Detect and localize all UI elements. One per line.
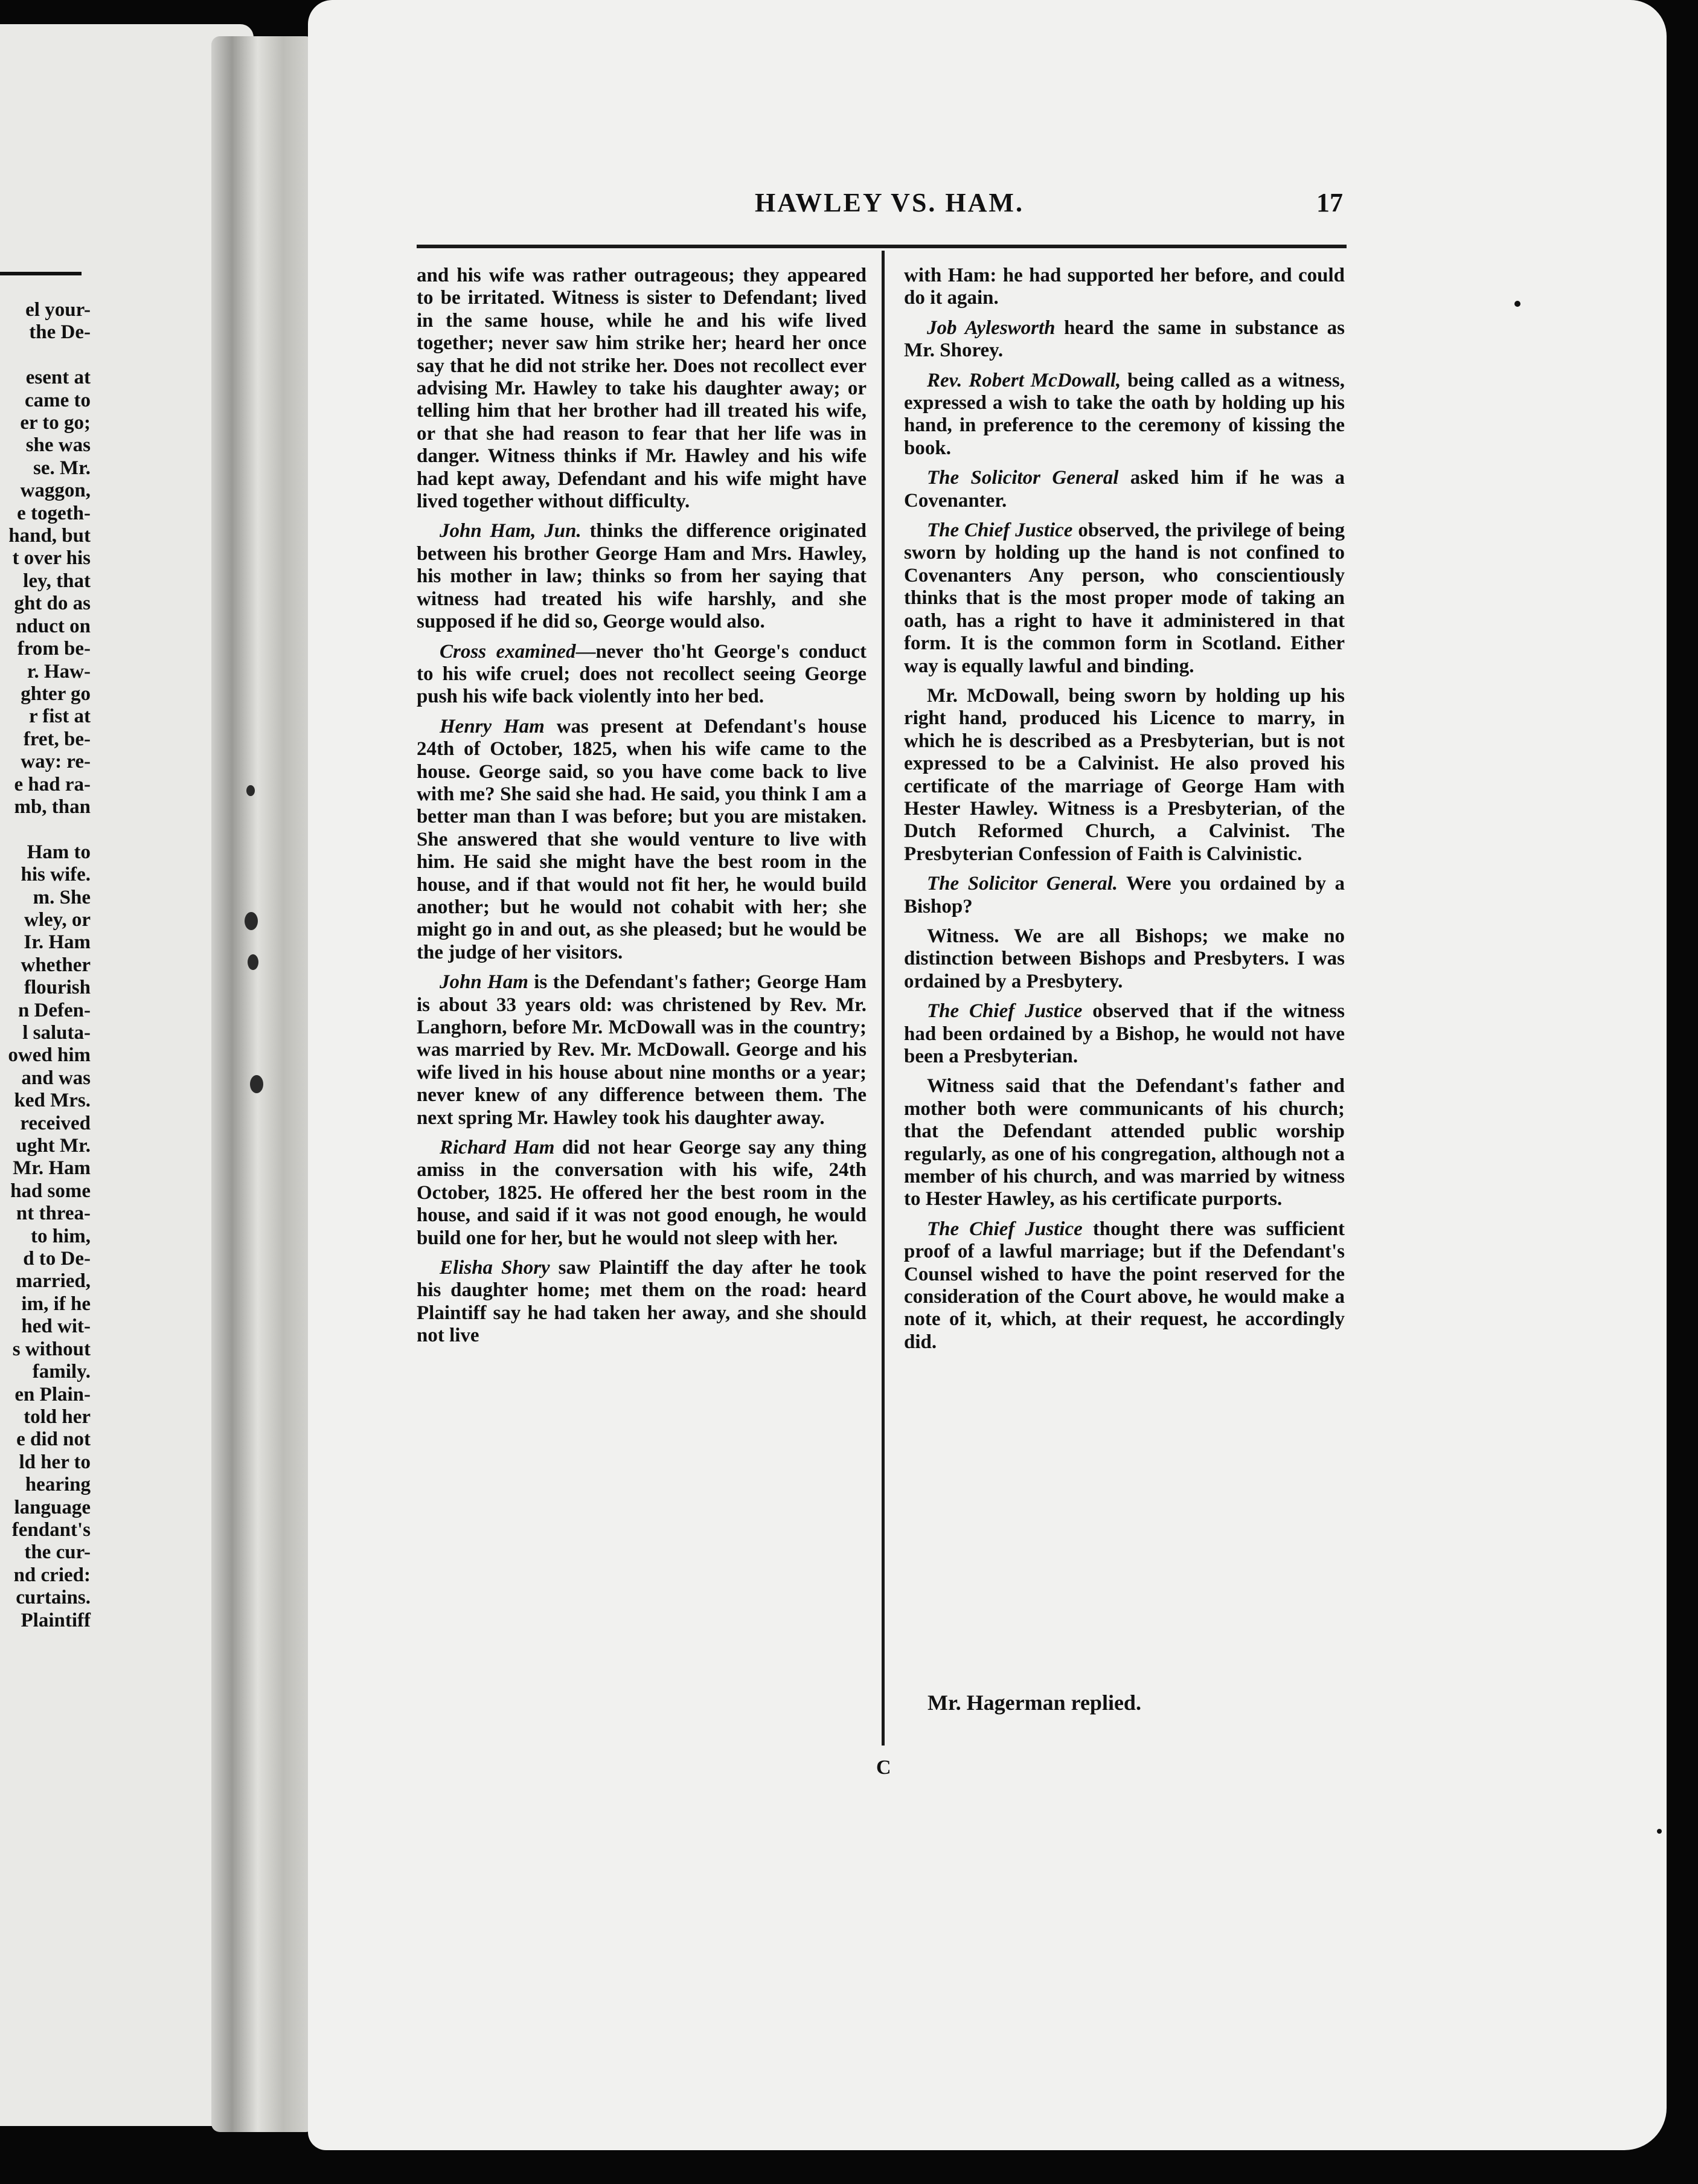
- paragraph: [417, 1137, 867, 1250]
- paragraph: [904, 317, 1345, 362]
- paragraph: [904, 1000, 1345, 1068]
- left-fragment-line: fendant's: [11, 1518, 91, 1541]
- paragraph-text: —never tho'ht George's conduct to his wife cruel; does not recollect seeing George push his wife back violently into her bed.: [417, 640, 867, 708]
- paragraph-text: Were you ordained by a Bishop?: [904, 873, 1345, 917]
- paragraph: [904, 467, 1345, 512]
- left-fragment-line: the cur-: [24, 1541, 91, 1564]
- speaker-name: Rev. Robert McDowall,: [927, 369, 1121, 391]
- left-fragment-line: mb, than: [14, 795, 91, 818]
- left-fragment-line: im, if he: [21, 1293, 91, 1315]
- speaker-name: The Solicitor General: [927, 467, 1119, 489]
- speaker-name: Cross examined: [440, 640, 576, 663]
- left-fragment-line: se. Mr.: [33, 457, 91, 479]
- left-fragment-line: d to De-: [23, 1248, 91, 1270]
- left-fragment-line: t over his: [12, 547, 91, 570]
- paragraph: [904, 873, 1345, 918]
- paragraph: [904, 519, 1345, 678]
- left-fragment-line: his wife.: [21, 864, 91, 886]
- left-fragment-line: el your-: [25, 299, 91, 321]
- left-fragment-line: waggon,: [20, 480, 91, 502]
- closing-line: Mr. Hagerman replied.: [927, 1691, 1141, 1715]
- left-fragment-line: fret, be-: [23, 728, 91, 750]
- left-fragment-line: owed him: [8, 1044, 91, 1067]
- header-rule: [417, 245, 1347, 248]
- speaker-name: Job Aylesworth: [927, 316, 1056, 339]
- left-fragment-line: m. She: [33, 886, 91, 908]
- paragraph-text: thinks the difference originated between his brother George Ham and Mrs. Hawley, his mother in law; thinks so from her saying that witness had treated his wife harshly, and she supposed if he did so, George would also.: [417, 520, 867, 633]
- speaker-name: John Ham: [440, 971, 528, 994]
- left-fragment-line: r fist at: [28, 705, 91, 728]
- left-fragment-line: had some: [10, 1180, 91, 1202]
- paragraph: [417, 520, 867, 633]
- left-fragment-line: way: re-: [21, 751, 91, 773]
- left-fragment-line: n Defen-: [18, 999, 91, 1021]
- left-fragment-line: she was: [25, 434, 91, 457]
- speaker-name: Richard Ham: [440, 1137, 555, 1159]
- left-fragment-line: language: [14, 1496, 91, 1518]
- paragraph-text: did not hear George say any thing amiss in the conversation with his wife, 24th October, 1825. He offered her the best room in the house, and said if it was not good enough, he would build one for her, but he would not sleep with her.: [417, 1137, 867, 1249]
- left-fragment-line: wley, or: [24, 908, 91, 931]
- left-fragment-line: Mr. Ham: [13, 1157, 91, 1180]
- speaker-name: The Chief Justice: [927, 1000, 1083, 1023]
- paragraph-text: observed, the privilege of being sworn by holding up the hand is not confined to Covenanters Any person, who conscientiously thinks that is the most proper mode of taking an oath, has a right to have it administered in that form. It is the common form in Scotland. Either way is equally lawful and binding.: [904, 519, 1345, 677]
- paragraph: [904, 925, 1345, 993]
- left-fragment-line: flourish: [24, 977, 91, 999]
- left-fragment-line: ld her to: [19, 1451, 91, 1473]
- left-fragment-line: Ham to: [27, 841, 91, 863]
- left-fragment-line: ley, that: [23, 570, 91, 592]
- left-fragment-line: came to: [24, 389, 91, 411]
- left-page-text: [0, 299, 91, 1632]
- speaker-name: The Chief Justice: [927, 519, 1073, 542]
- paragraph: [417, 971, 867, 1129]
- right-column: [904, 265, 1345, 1361]
- left-fragment-line: hearing: [25, 1474, 91, 1496]
- left-fragment-line: e togeth-: [17, 502, 91, 524]
- left-fragment-line: ght do as: [14, 593, 91, 615]
- left-fragment-line: and was: [21, 1067, 91, 1089]
- paragraph-text: was present at Defendant's house 24th of October, 1825, when his wife came to the house. George said, so you have come back to live with me? She said she had. He said, you think I am a better man than I was before; but you are mistaken. She answered that she would venture to live with him. He said she might have the best room in the house, and if that would not fit her, he would build another; but he would not cohabit with her; she might go in and out, as she pleased; but he would be the judge of her visitors.: [417, 715, 867, 963]
- left-fragment-line: curtains.: [16, 1587, 91, 1609]
- ink-speck: [1657, 1829, 1662, 1834]
- paragraph-text: with Ham: he had supported her before, and could do it again.: [904, 265, 1345, 309]
- paragraph-text: saw Plaintiff the day after he took his daughter home; met them on the road: heard Plaintiff say he had taken her away, and she should not live: [417, 1257, 867, 1347]
- paragraph-text: is the Defendant's father; George Ham is about 33 years old: was christened by Rev. Mr. Langhorn, before Mr. McDowall was in the country; was married by Rev. Mr. McDowall. George and his wife lived in his house about nine months or a year; never knew of any difference between them. The next spring Mr. Hawley took his daughter away.: [417, 971, 867, 1129]
- paragraph-text: Witness. We are all Bishops; we make no distinction between Bishops and Presbyters. I was ordained by a Presbytery.: [904, 925, 1345, 992]
- paragraph: [417, 1257, 867, 1347]
- left-fragment-line: er to go;: [20, 412, 91, 434]
- left-fragment-line: Ir. Ham: [24, 931, 91, 954]
- left-fragment-line: l saluta-: [22, 1022, 91, 1044]
- book-gutter: [211, 36, 314, 2132]
- paragraph-text: heard the same in substance as Mr. Shorey.: [904, 316, 1345, 362]
- left-column: [417, 265, 867, 1355]
- speaker-name: The Chief Justice: [927, 1218, 1083, 1240]
- paragraph-text: observed that if the witness had been ordained by a Bishop, he would not have been a Presbyterian.: [904, 1000, 1345, 1067]
- paragraph: [904, 1218, 1345, 1354]
- running-title: HAWLEY VS. HAM.: [755, 188, 1024, 217]
- left-fragment-line: hand, but: [8, 525, 91, 547]
- paragraph: [904, 265, 1345, 310]
- paragraph-text: asked him if he was a Covenanter.: [904, 467, 1345, 512]
- left-fragment-line: esent at: [25, 367, 91, 389]
- left-fragment-line: [0, 818, 91, 841]
- left-fragment-line: [0, 344, 91, 367]
- paragraph: [904, 1075, 1345, 1210]
- left-fragment-line: en Plain-: [14, 1383, 91, 1405]
- left-fragment-line: nduct on: [16, 615, 91, 637]
- left-page-rule: [0, 272, 82, 275]
- left-fragment-line: e had ra-: [14, 773, 91, 795]
- left-fragment-line: e did not: [16, 1428, 91, 1451]
- speaker-name: Henry Ham: [440, 715, 545, 737]
- left-fragment-line: ghter go: [21, 682, 91, 705]
- left-fragment-line: s without: [12, 1338, 91, 1360]
- left-fragment-line: told her: [24, 1405, 91, 1428]
- left-fragment-line: r. Haw-: [27, 660, 91, 682]
- ink-speck: [1514, 301, 1520, 307]
- paragraph: [417, 641, 867, 708]
- left-fragment-line: Plaintiff: [21, 1609, 91, 1631]
- column-divider: [882, 251, 885, 1746]
- left-fragment-line: ught Mr.: [16, 1135, 91, 1157]
- left-fragment-line: the De-: [29, 321, 91, 344]
- left-fragment-line: received: [20, 1112, 91, 1134]
- speaker-name: The Solicitor General.: [927, 873, 1118, 895]
- left-fragment-line: from be-: [17, 638, 91, 660]
- left-fragment-line: nt threa-: [16, 1203, 91, 1225]
- speaker-name: John Ham, Jun.: [440, 520, 581, 542]
- left-fragment-line: hed wit-: [21, 1315, 91, 1338]
- paragraph-text: thought there was sufficient proof of a lawful marriage; but if the Defendant's Counsel wished to have the point reserved for the consideration of the Court above, he would make a note of it, which, at their request, he accordingly did.: [904, 1218, 1345, 1353]
- left-fragment-line: married,: [16, 1270, 91, 1293]
- speaker-name: Elisha Shory: [440, 1257, 550, 1279]
- paragraph: [417, 265, 867, 513]
- paragraph: [417, 716, 867, 964]
- paragraph: [904, 685, 1345, 866]
- paragraph: [904, 370, 1345, 460]
- paragraph-text: Witness said that the Defendant's father and mother both were communicants of his church; that the Defendant attended public worship regularly, as one of his congregation, although not a member of his church, and was married by witness to Hester Hawley, as his certificate purports.: [904, 1075, 1345, 1210]
- left-fragment-line: whether: [21, 954, 91, 976]
- paragraph-text: Mr. McDowall, being sworn by holding up his right hand, produced his Licence to marry, in which he is described as a Presbyterian, but is not expressed to be a Calvinist. He also proved his certificate of the marriage of George Ham with Hester Hawley. Witness is a Presbyterian, of the Dutch Reformed Church, a Calvinist. The Presbyterian Confession of Faith is Calvinistic.: [904, 684, 1345, 865]
- page-number: 17: [1316, 188, 1343, 217]
- left-fragment-line: family.: [32, 1361, 91, 1383]
- left-fragment-line: ked Mrs.: [14, 1090, 91, 1112]
- left-fragment-line: to him,: [31, 1225, 91, 1247]
- paragraph-text: being called as a witness, expressed a wish to take the oath by holding up his hand, in preference to the ceremony of kissing the book.: [904, 369, 1345, 459]
- left-fragment-line: nd cried:: [13, 1564, 91, 1586]
- signature-mark: C: [876, 1756, 891, 1779]
- paragraph-text: and his wife was rather outrageous; they appeared to be irritated. Witness is sister to Defendant; lived in the same house, while he and his wife lived together; never saw him strike her; heard her once say that he did not strike her. Does not recollect ever advising Mr. Hawley to take his daughter away; or telling him that her brother had ill treated his wife, or that she had reason to fear that her life was in danger. Witness thinks if Mr. Hawley and his wife had kept away, Defendant and his wife might have lived together without difficulty.: [417, 265, 867, 513]
